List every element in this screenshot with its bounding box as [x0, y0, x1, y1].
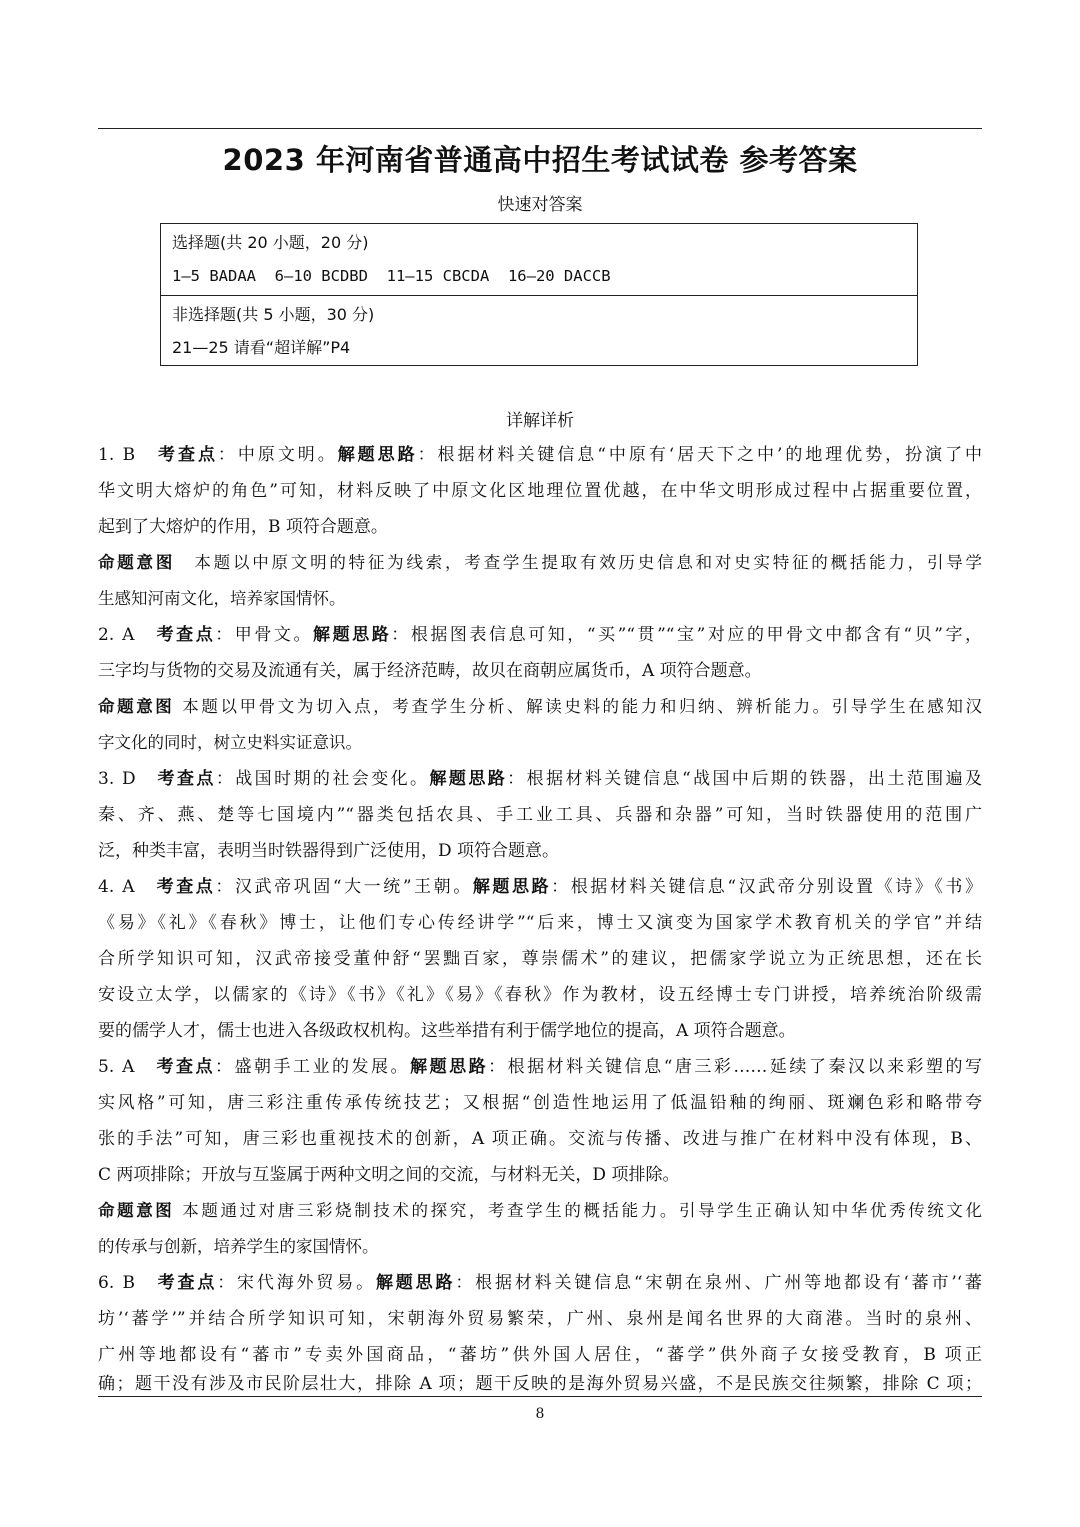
body-line: 确；题干没有涉及市民阶层壮大，排除 A 项；题干反映的是海外贸易兴盛，不是民族交往频繁，排除 C 项；	[98, 1374, 982, 1394]
non-multiple-choice-cell	[161, 296, 917, 366]
body-line: 的传承与创新，培养学生的家国情怀。	[98, 1237, 379, 1256]
body-line: 三字均与货物的交易及流通有关，属于经济范畴，故贝在商朝应属货币，A 项符合题意。	[98, 661, 762, 681]
body-line: 广州等地都设有“蕃市”专卖外国商品，“蕃坊”供外国人居住，“蕃学”供外商子女接受教育，B 项正	[98, 1345, 982, 1365]
body-line: 3. D 考查点：战国时期的社会变化。解题思路：根据材料关键信息“战国中后期的铁器，出土范围遍及	[98, 769, 982, 789]
body-line: 秦、齐、燕、楚等七国境内”“器类包括农具、手工业工具、兵器和杂器”可知，当时铁器使用的范围广	[98, 805, 982, 825]
keyword-label: 考查点	[158, 445, 218, 465]
body-line: 张的手法”可知，唐三彩也重视技术的创新，A 项正确。交流与传播、改进与推广在材料中没有体现，B、	[98, 1129, 982, 1149]
body-line: 起到了大熔炉的作用，B 项符合题意。	[98, 517, 388, 537]
non-multiple-choice-answers: 21—25 请看“超详解”P4	[172, 338, 351, 357]
body-line: 2. A 考查点：甲骨文。解题思路：根据图表信息可知，“买”“贯”“宝”对应的甲骨文中都含有“贝”字，	[98, 625, 982, 645]
keyword-label: 解题思路	[472, 877, 552, 897]
keyword-label: 命题意图	[98, 1201, 175, 1220]
page-number: 8	[535, 1406, 545, 1422]
body-line: 《易》《礼》《春秋》博士，让他们专心传经讲学”“后来，博士又演变为国家学术教育机关的学官”并结	[98, 913, 982, 933]
multiple-choice-heading: 选择题(共 20 小题，20 分)	[172, 233, 369, 252]
keyword-label: 解题思路	[429, 769, 508, 789]
body-line: 字文化的同时，树立史料实证意识。	[98, 733, 362, 752]
non-multiple-choice-heading: 非选择题(共 5 小题，30 分)	[172, 305, 375, 324]
keyword-label: 考查点	[156, 625, 216, 645]
body-line: 要的儒学人才，儒士也进入各级政权机构。这些举措有利于儒学地位的提高，A 项符合题意。	[98, 1021, 796, 1041]
keyword-label: 考查点	[156, 1057, 215, 1077]
body-line: 命题意图 本题通过对唐三彩烧制技术的探究，考查学生的概括能力。引导学生正确认知中华优秀传统文化	[98, 1201, 982, 1220]
keyword-label: 解题思路	[313, 625, 392, 645]
keyword-label: 命题意图	[98, 553, 176, 572]
body-line: 泛，种类丰富，表明当时铁器得到广泛使用，D 项符合题意。	[98, 841, 560, 861]
body-line: 5. A 考查点：盛朝手工业的发展。解题思路：根据材料关键信息“唐三彩……延续了秦汉以来彩塑的写	[98, 1057, 982, 1077]
multiple-choice-answers: 1—5 BADAA 6—10 BCDBD 11—15 CBCDA 16—20 DACCB	[172, 267, 611, 285]
body-line: C 两项排除；开放与互鉴属于两种文明之间的交流，与材料无关，D 项排除。	[98, 1165, 680, 1185]
section-heading: 详解详析	[506, 411, 574, 431]
multiple-choice-cell	[161, 224, 917, 296]
body-line: 坊’‘蕃学’”并结合所学知识可知，宋朝海外贸易繁荣，广州、泉州是闻名世界的大商港。当时的泉州、	[98, 1309, 982, 1329]
keyword-label: 解题思路	[337, 445, 418, 465]
keyword-label: 考查点	[157, 1273, 218, 1293]
body-line: 安设立太学，以儒家的《诗》《书》《礼》《易》《春秋》作为教材，设五经博士专门讲授，培养统治阶级需	[98, 985, 982, 1005]
body-line: 6. B 考查点：宋代海外贸易。解题思路：根据材料关键信息“宋朝在泉州、广州等地都设有‘蕃市’‘蕃	[98, 1273, 982, 1293]
top-rule	[98, 128, 982, 129]
keyword-label: 解题思路	[375, 1273, 456, 1293]
page-title: 2023 年河南省普通高中招生考试试卷 参考答案	[222, 143, 858, 177]
body-line: 华文明大熔炉的角色”可知，材料反映了中原文化区地理位置优越，在中华文明形成过程中占据重要位置，	[98, 481, 982, 501]
body-line: 实风格”可知，唐三彩注重传承传统技艺；又根据“创造性地运用了低温铅釉的绚丽、斑斓色彩和略带夸	[98, 1093, 982, 1113]
keyword-label: 解题思路	[410, 1057, 489, 1077]
keyword-label: 考查点	[156, 877, 216, 897]
body-line: 生感知河南文化，培养家国情怀。	[98, 589, 346, 608]
body-line: 合所学知识可知，汉武帝接受董仲舒“罢黜百家，尊崇儒术”的建议，把儒家学说立为正统思想，还在长	[98, 949, 982, 969]
bottom-rule	[98, 1396, 982, 1397]
body-line: 1. B 考查点：中原文明。解题思路：根据材料关键信息“中原有‘居天下之中’的地理优势，扮演了中	[98, 445, 982, 465]
keyword-label: 命题意图	[98, 697, 175, 716]
quick-answer-table	[160, 223, 918, 366]
body-line: 4. A 考查点：汉武帝巩固“大一统”王朝。解题思路：根据材料关键信息“汉武帝分别设置《诗》《书》	[98, 877, 982, 897]
keyword-label: 考查点	[157, 769, 216, 789]
body-line: 命题意图 本题以甲骨文为切入点，考查学生分析、解读史料的能力和归纳、辨析能力。引导学生在感知汉	[98, 697, 982, 716]
body-line: 命题意图 本题以中原文明的特征为线索，考查学生提取有效历史信息和对史实特征的概括能力，引导学	[98, 553, 982, 572]
page-subtitle: 快速对答案	[497, 195, 583, 215]
